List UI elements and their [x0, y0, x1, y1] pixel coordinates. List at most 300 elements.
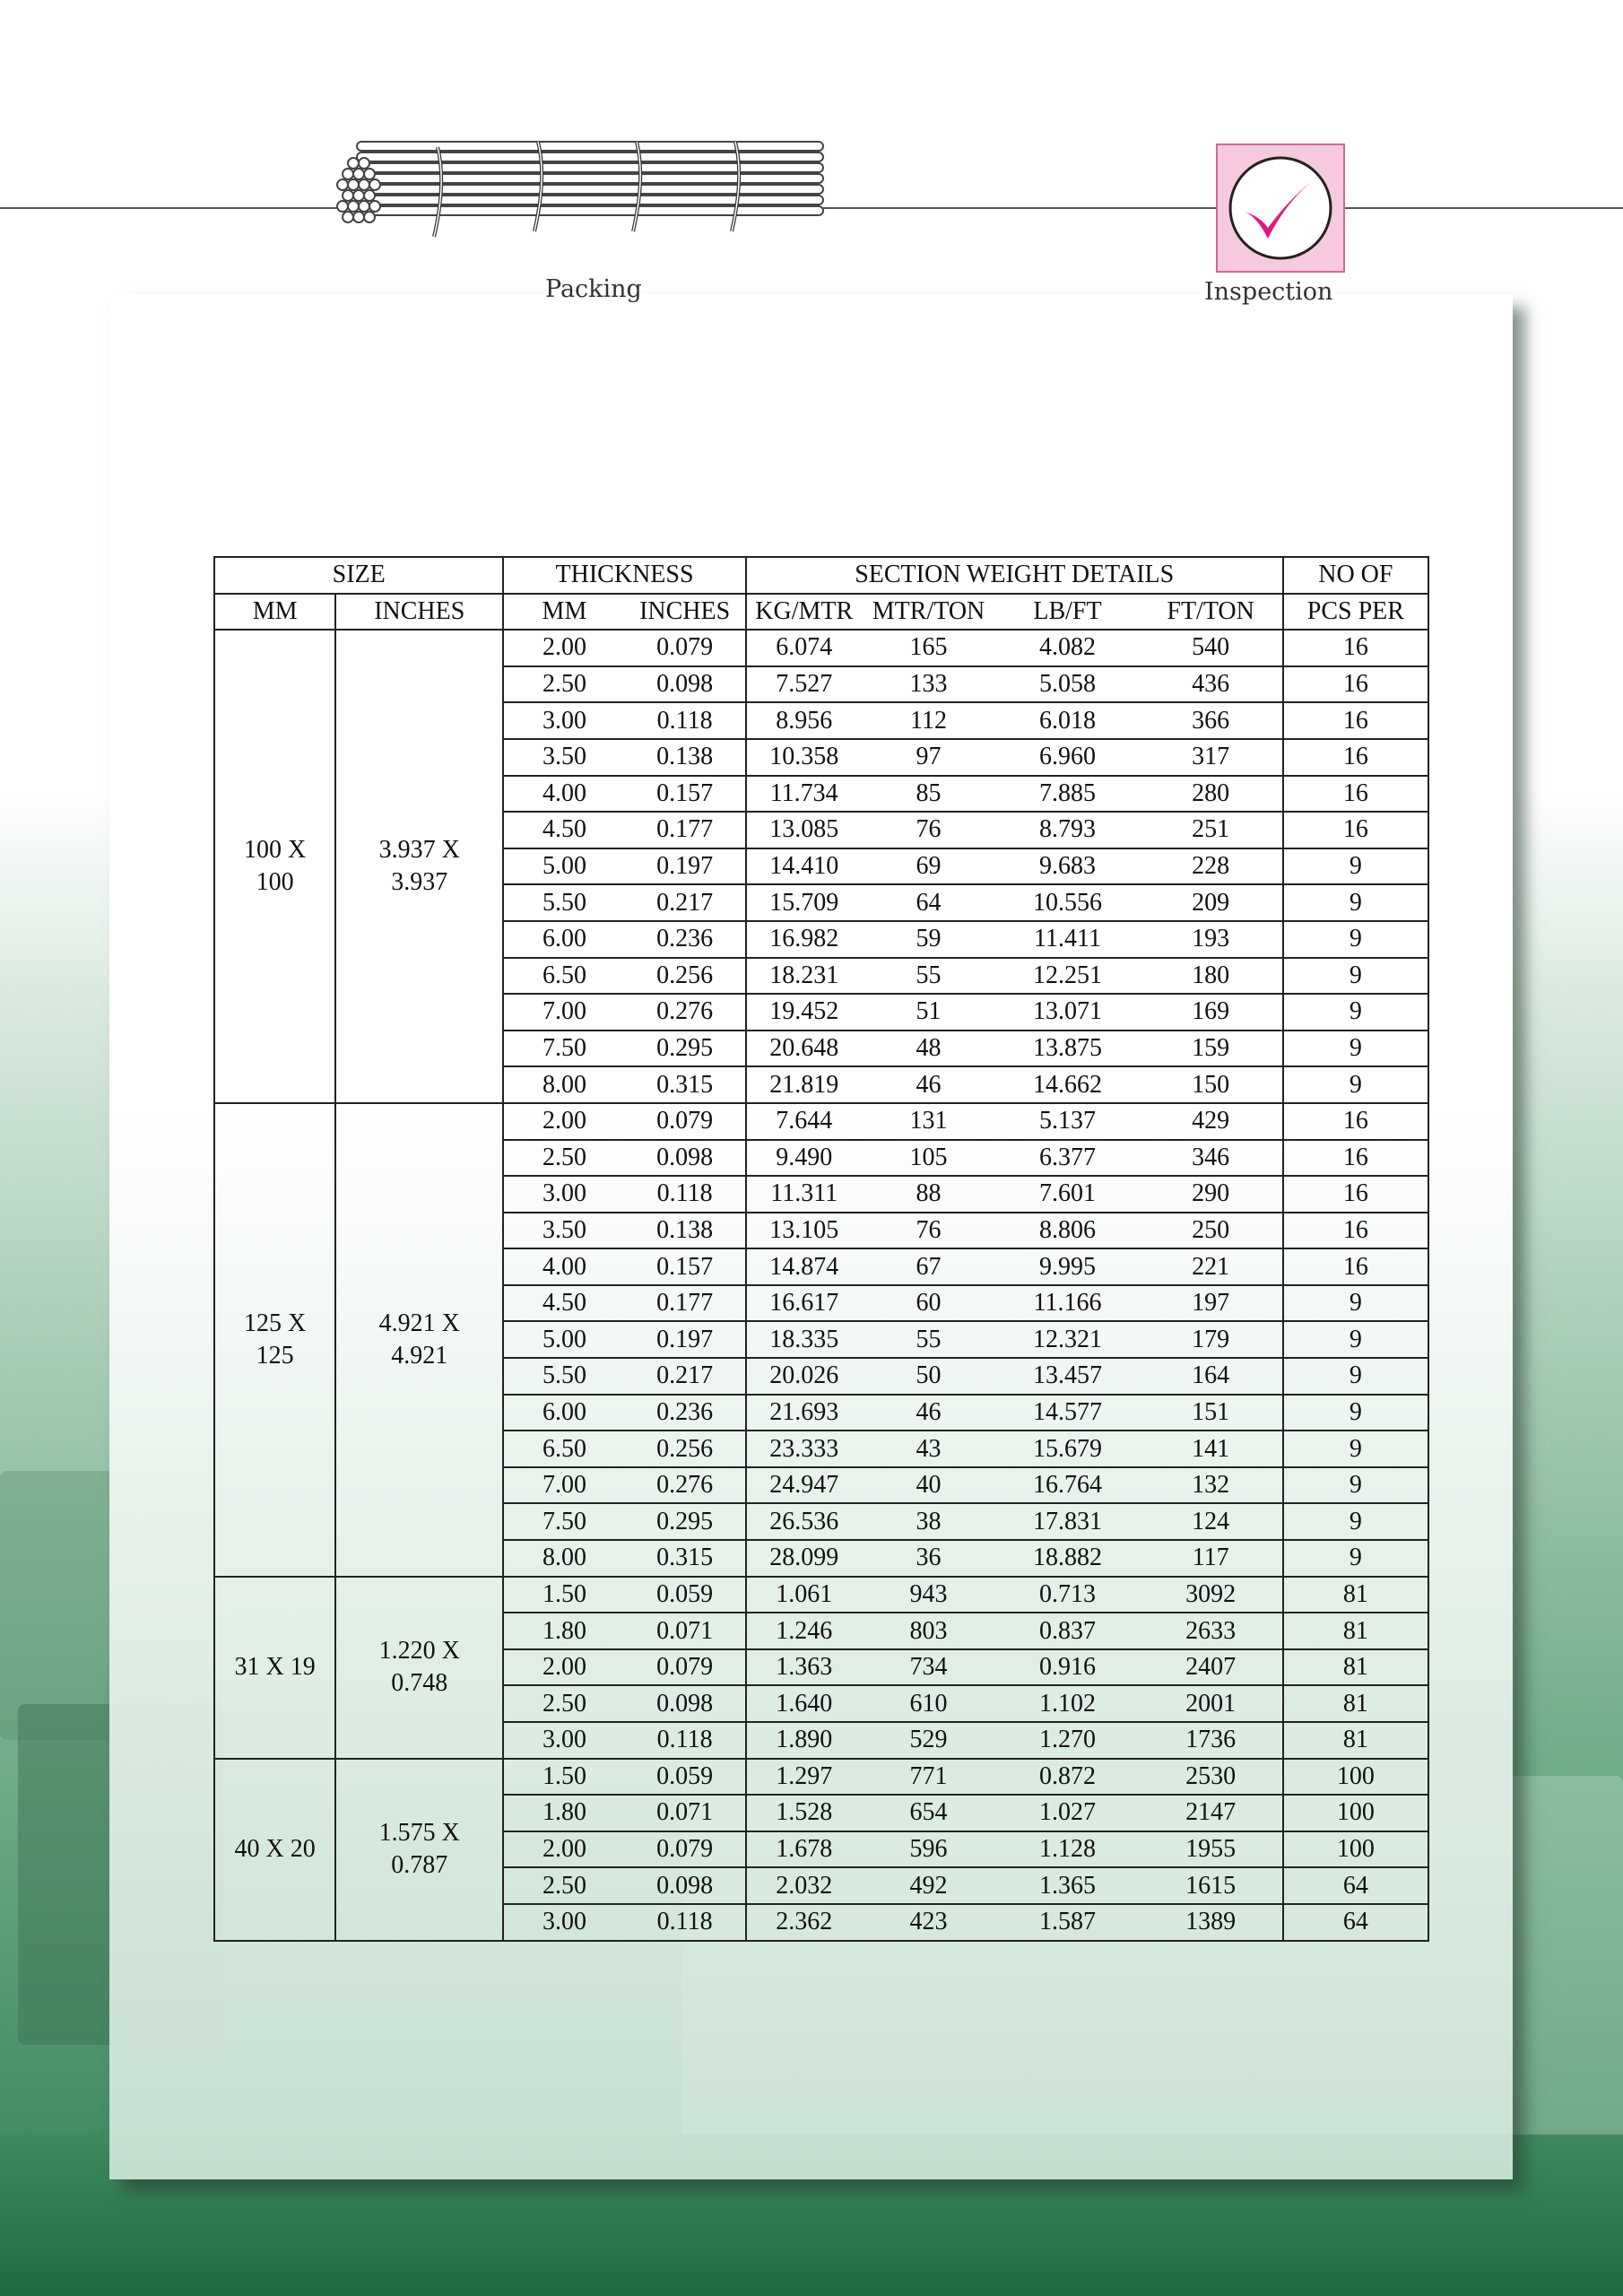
table-row: [214, 630, 1428, 666]
pcs-per-cell: 81: [1283, 1685, 1428, 1722]
thickness-inches-cell: 0.118: [625, 1722, 746, 1759]
pcs-per-cell: 16: [1283, 1140, 1428, 1177]
lb-ft-cell: 7.885: [995, 776, 1139, 813]
lb-ft-cell: 1.270: [995, 1722, 1139, 1759]
thickness-mm-cell: 4.00: [503, 1248, 624, 1285]
thickness-mm-cell: 6.50: [503, 1431, 624, 1467]
thickness-inches-cell: 0.177: [625, 1285, 746, 1322]
size-line: 4.921: [391, 1341, 448, 1370]
thickness-mm-cell: 8.00: [503, 1540, 624, 1577]
ft-ton-cell: 429: [1140, 1103, 1283, 1140]
thickness-mm-cell: 2.00: [503, 630, 624, 666]
lb-ft-cell: 8.806: [995, 1213, 1139, 1249]
ft-ton-cell: 209: [1140, 884, 1283, 921]
ft-ton-cell: 1955: [1140, 1831, 1283, 1868]
pcs-per-cell: 9: [1283, 994, 1428, 1031]
lb-ft-cell: 0.916: [995, 1649, 1139, 1686]
thickness-mm-cell: 1.80: [503, 1613, 624, 1649]
ft-ton-cell: 151: [1140, 1395, 1283, 1431]
lb-ft-cell: 6.960: [995, 739, 1139, 776]
ft-ton-cell: 1389: [1140, 1904, 1283, 1941]
pcs-per-cell: 9: [1283, 884, 1428, 921]
spec-table-body: [214, 630, 1428, 1940]
thickness-inches-cell: 0.315: [625, 1540, 746, 1577]
ft-ton-cell: 3092: [1140, 1577, 1283, 1613]
kg-mtr-cell: 1.678: [746, 1831, 862, 1868]
col-header-ft-ton: FT/TON: [1140, 594, 1283, 631]
kg-mtr-cell: 19.452: [746, 994, 862, 1031]
header-line-right: [1343, 207, 1623, 209]
inspection-caption: Inspection: [1204, 278, 1333, 306]
mtr-ton-cell: 97: [862, 739, 996, 776]
kg-mtr-cell: 20.026: [746, 1358, 862, 1395]
pcs-per-cell: 9: [1283, 1431, 1428, 1467]
ft-ton-cell: 317: [1140, 739, 1283, 776]
pcs-per-cell: 9: [1283, 848, 1428, 885]
thickness-mm-cell: 3.50: [503, 1213, 624, 1249]
table-group-header-row: [214, 557, 1428, 594]
size-mm-cell: [214, 630, 335, 1103]
mtr-ton-cell: 59: [862, 921, 996, 958]
ft-ton-cell: 1736: [1140, 1722, 1283, 1759]
pcs-per-cell: 16: [1283, 739, 1428, 776]
lb-ft-cell: 17.831: [995, 1503, 1139, 1540]
lb-ft-cell: 12.321: [995, 1321, 1139, 1358]
thickness-mm-cell: 5.50: [503, 1358, 624, 1395]
lb-ft-cell: 13.875: [995, 1031, 1139, 1067]
mtr-ton-cell: 55: [862, 1321, 996, 1358]
section-weight-group-header: SECTION WEIGHT DETAILS: [746, 557, 1283, 594]
pcs-per-cell: 100: [1283, 1831, 1428, 1868]
thickness-inches-cell: 0.118: [625, 1176, 746, 1213]
thickness-inches-cell: 0.059: [625, 1759, 746, 1796]
kg-mtr-cell: 14.410: [746, 848, 862, 885]
thickness-mm-cell: 3.50: [503, 739, 624, 776]
pcs-per-cell: 64: [1283, 1867, 1428, 1904]
ft-ton-cell: 540: [1140, 630, 1283, 666]
pcs-per-cell: 9: [1283, 1467, 1428, 1504]
thickness-inches-cell: 0.118: [625, 702, 746, 739]
size-mm-cell: [214, 1103, 335, 1577]
thickness-mm-cell: 1.50: [503, 1759, 624, 1796]
kg-mtr-cell: 14.874: [746, 1248, 862, 1285]
ft-ton-cell: 290: [1140, 1176, 1283, 1213]
pcs-per-cell: 9: [1283, 921, 1428, 958]
thickness-mm-cell: 2.00: [503, 1103, 624, 1140]
thickness-mm-cell: 7.00: [503, 994, 624, 1031]
ft-ton-cell: 164: [1140, 1358, 1283, 1395]
mtr-ton-cell: 85: [862, 776, 996, 813]
kg-mtr-cell: 16.982: [746, 921, 862, 958]
lb-ft-cell: 0.713: [995, 1577, 1139, 1613]
thickness-mm-cell: 2.50: [503, 1867, 624, 1904]
thickness-inches-cell: 0.157: [625, 1248, 746, 1285]
packing-caption: Packing: [545, 275, 642, 303]
kg-mtr-cell: 9.490: [746, 1140, 862, 1177]
size-inches-cell: [335, 630, 503, 1103]
mtr-ton-cell: 165: [862, 630, 996, 666]
thickness-mm-cell: 2.50: [503, 1685, 624, 1722]
ft-ton-cell: 280: [1140, 776, 1283, 813]
table-column-header-row: [214, 594, 1428, 631]
table-row: [214, 1103, 1428, 1140]
pcs-per-cell: 81: [1283, 1613, 1428, 1649]
col-header-pcs-per: PCS PER: [1283, 594, 1428, 631]
mtr-ton-cell: 423: [862, 1904, 996, 1941]
thickness-inches-cell: 0.295: [625, 1503, 746, 1540]
mtr-ton-cell: 40: [862, 1467, 996, 1504]
thickness-group-header: THICKNESS: [503, 557, 745, 594]
thickness-mm-cell: 6.50: [503, 958, 624, 995]
pcs-per-cell: 81: [1283, 1722, 1428, 1759]
mtr-ton-cell: 55: [862, 958, 996, 995]
thickness-mm-cell: 2.00: [503, 1831, 624, 1868]
kg-mtr-cell: 18.231: [746, 958, 862, 995]
pcs-per-cell: 81: [1283, 1649, 1428, 1686]
ft-ton-cell: 117: [1140, 1540, 1283, 1577]
mtr-ton-cell: 76: [862, 1213, 996, 1249]
size-line: 125 X: [243, 1309, 307, 1337]
col-header-kg-mtr: KG/MTR: [746, 594, 862, 631]
lb-ft-cell: 7.601: [995, 1176, 1139, 1213]
mtr-ton-cell: 76: [862, 812, 996, 848]
col-header-thickness-inches: INCHES: [625, 594, 746, 631]
thickness-inches-cell: 0.059: [625, 1577, 746, 1613]
pcs-per-cell: 9: [1283, 1395, 1428, 1431]
lb-ft-cell: 6.018: [995, 702, 1139, 739]
ft-ton-cell: 1615: [1140, 1867, 1283, 1904]
pcs-per-cell: 81: [1283, 1577, 1428, 1613]
mtr-ton-cell: 529: [862, 1722, 996, 1759]
pcs-per-cell: 9: [1283, 1066, 1428, 1103]
pcs-group-header: NO OF: [1283, 557, 1428, 594]
mtr-ton-cell: 943: [862, 1577, 996, 1613]
kg-mtr-cell: 1.246: [746, 1613, 862, 1649]
thickness-inches-cell: 0.118: [625, 1904, 746, 1941]
kg-mtr-cell: 16.617: [746, 1285, 862, 1322]
size-line: 1.575 X: [378, 1819, 460, 1848]
lb-ft-cell: 5.058: [995, 666, 1139, 703]
col-header-mtr-ton: MTR/TON: [862, 594, 996, 631]
thickness-mm-cell: 2.50: [503, 1140, 624, 1177]
thickness-inches-cell: 0.217: [625, 884, 746, 921]
pcs-per-cell: 16: [1283, 812, 1428, 848]
thickness-mm-cell: 5.00: [503, 848, 624, 885]
mtr-ton-cell: 67: [862, 1248, 996, 1285]
lb-ft-cell: 8.793: [995, 812, 1139, 848]
kg-mtr-cell: 28.099: [746, 1540, 862, 1577]
ft-ton-cell: 132: [1140, 1467, 1283, 1504]
thickness-mm-cell: 6.00: [503, 1395, 624, 1431]
pcs-per-cell: 9: [1283, 1540, 1428, 1577]
pcs-per-cell: 16: [1283, 630, 1428, 666]
mtr-ton-cell: 596: [862, 1831, 996, 1868]
table-row: [214, 1759, 1428, 1796]
thickness-mm-cell: 5.50: [503, 884, 624, 921]
header-line-middle: [823, 207, 1218, 209]
mtr-ton-cell: 131: [862, 1103, 996, 1140]
ft-ton-cell: 436: [1140, 666, 1283, 703]
size-group-header: SIZE: [214, 557, 503, 594]
lb-ft-cell: 0.837: [995, 1613, 1139, 1649]
col-header-size-inches: INCHES: [335, 594, 503, 631]
ft-ton-cell: 346: [1140, 1140, 1283, 1177]
thickness-mm-cell: 4.50: [503, 812, 624, 848]
inspection-badge: [1216, 144, 1345, 273]
size-line: 4.921 X: [378, 1309, 460, 1337]
lb-ft-cell: 6.377: [995, 1140, 1139, 1177]
mtr-ton-cell: 771: [862, 1759, 996, 1796]
size-line: 1.220 X: [378, 1637, 460, 1665]
kg-mtr-cell: 24.947: [746, 1467, 862, 1504]
size-line: 100 X: [243, 836, 307, 865]
ft-ton-cell: 169: [1140, 994, 1283, 1031]
thickness-inches-cell: 0.098: [625, 666, 746, 703]
mtr-ton-cell: 46: [862, 1395, 996, 1431]
kg-mtr-cell: 8.956: [746, 702, 862, 739]
mtr-ton-cell: 88: [862, 1176, 996, 1213]
kg-mtr-cell: 13.085: [746, 812, 862, 848]
thickness-mm-cell: 5.00: [503, 1321, 624, 1358]
mtr-ton-cell: 734: [862, 1649, 996, 1686]
mtr-ton-cell: 69: [862, 848, 996, 885]
ft-ton-cell: 180: [1140, 958, 1283, 995]
kg-mtr-cell: 1.640: [746, 1685, 862, 1722]
kg-mtr-cell: 20.648: [746, 1031, 862, 1067]
thickness-mm-cell: 2.50: [503, 666, 624, 703]
size-line: 31 X 19: [234, 1653, 316, 1682]
ft-ton-cell: 2407: [1140, 1649, 1283, 1686]
thickness-mm-cell: 7.50: [503, 1503, 624, 1540]
thickness-inches-cell: 0.157: [625, 776, 746, 813]
mtr-ton-cell: 38: [862, 1503, 996, 1540]
thickness-inches-cell: 0.177: [625, 812, 746, 848]
mtr-ton-cell: 48: [862, 1031, 996, 1067]
mtr-ton-cell: 112: [862, 702, 996, 739]
lb-ft-cell: 1.027: [995, 1795, 1139, 1831]
pcs-per-cell: 100: [1283, 1795, 1428, 1831]
mtr-ton-cell: 803: [862, 1613, 996, 1649]
ft-ton-cell: 221: [1140, 1248, 1283, 1285]
pcs-per-cell: 16: [1283, 1103, 1428, 1140]
ft-ton-cell: 2633: [1140, 1613, 1283, 1649]
size-line: 0.787: [391, 1851, 448, 1880]
thickness-mm-cell: 8.00: [503, 1066, 624, 1103]
thickness-inches-cell: 0.236: [625, 1395, 746, 1431]
kg-mtr-cell: 2.362: [746, 1904, 862, 1941]
mtr-ton-cell: 64: [862, 884, 996, 921]
lb-ft-cell: 16.764: [995, 1467, 1139, 1504]
kg-mtr-cell: 1.363: [746, 1649, 862, 1686]
col-header-lb-ft: LB/FT: [995, 594, 1139, 631]
thickness-inches-cell: 0.079: [625, 630, 746, 666]
lb-ft-cell: 13.457: [995, 1358, 1139, 1395]
thickness-inches-cell: 0.295: [625, 1031, 746, 1067]
kg-mtr-cell: 21.693: [746, 1395, 862, 1431]
kg-mtr-cell: 18.335: [746, 1321, 862, 1358]
pcs-per-cell: 9: [1283, 1503, 1428, 1540]
pipe-bundle-icon: [330, 135, 832, 242]
mtr-ton-cell: 60: [862, 1285, 996, 1322]
pcs-per-cell: 16: [1283, 776, 1428, 813]
lb-ft-cell: 14.662: [995, 1066, 1139, 1103]
size-inches-cell: [335, 1103, 503, 1577]
lb-ft-cell: 11.166: [995, 1285, 1139, 1322]
thickness-inches-cell: 0.098: [625, 1685, 746, 1722]
pcs-per-cell: 16: [1283, 1213, 1428, 1249]
ft-ton-cell: 159: [1140, 1031, 1283, 1067]
mtr-ton-cell: 50: [862, 1358, 996, 1395]
size-line: 3.937 X: [378, 836, 460, 865]
ft-ton-cell: 2001: [1140, 1685, 1283, 1722]
size-line: 0.748: [391, 1669, 448, 1698]
mtr-ton-cell: 51: [862, 994, 996, 1031]
size-inches-cell: [335, 1759, 503, 1941]
pcs-per-cell: 9: [1283, 1285, 1428, 1322]
kg-mtr-cell: 2.032: [746, 1867, 862, 1904]
lb-ft-cell: 11.411: [995, 921, 1139, 958]
col-header-size-mm: MM: [214, 594, 335, 631]
pcs-per-cell: 64: [1283, 1904, 1428, 1941]
mtr-ton-cell: 43: [862, 1431, 996, 1467]
thickness-inches-cell: 0.079: [625, 1649, 746, 1686]
size-mm-cell: [214, 1759, 335, 1941]
thickness-inches-cell: 0.315: [625, 1066, 746, 1103]
pcs-per-cell: 9: [1283, 958, 1428, 995]
thickness-mm-cell: 4.50: [503, 1285, 624, 1322]
lb-ft-cell: 0.872: [995, 1759, 1139, 1796]
ft-ton-cell: 228: [1140, 848, 1283, 885]
pcs-per-cell: 16: [1283, 1176, 1428, 1213]
kg-mtr-cell: 21.819: [746, 1066, 862, 1103]
header-line-left: [0, 207, 339, 209]
lb-ft-cell: 9.995: [995, 1248, 1139, 1285]
size-inches-cell: [335, 1577, 503, 1759]
thickness-mm-cell: 2.00: [503, 1649, 624, 1686]
thickness-mm-cell: 7.50: [503, 1031, 624, 1067]
thickness-inches-cell: 0.256: [625, 1431, 746, 1467]
thickness-mm-cell: 1.50: [503, 1577, 624, 1613]
kg-mtr-cell: 6.074: [746, 630, 862, 666]
ft-ton-cell: 124: [1140, 1503, 1283, 1540]
thickness-inches-cell: 0.098: [625, 1140, 746, 1177]
kg-mtr-cell: 23.333: [746, 1431, 862, 1467]
thickness-inches-cell: 0.217: [625, 1358, 746, 1395]
lb-ft-cell: 1.365: [995, 1867, 1139, 1904]
lb-ft-cell: 4.082: [995, 630, 1139, 666]
size-mm-cell: [214, 1577, 335, 1759]
lb-ft-cell: 15.679: [995, 1431, 1139, 1467]
thickness-mm-cell: 3.00: [503, 1904, 624, 1941]
spec-table: [213, 556, 1429, 1942]
thickness-inches-cell: 0.079: [625, 1831, 746, 1868]
mtr-ton-cell: 133: [862, 666, 996, 703]
thickness-inches-cell: 0.276: [625, 1467, 746, 1504]
mtr-ton-cell: 654: [862, 1795, 996, 1831]
kg-mtr-cell: 13.105: [746, 1213, 862, 1249]
ft-ton-cell: 250: [1140, 1213, 1283, 1249]
kg-mtr-cell: 1.528: [746, 1795, 862, 1831]
mtr-ton-cell: 492: [862, 1867, 996, 1904]
ft-ton-cell: 2147: [1140, 1795, 1283, 1831]
thickness-inches-cell: 0.138: [625, 739, 746, 776]
size-line: 100: [256, 868, 294, 897]
thickness-inches-cell: 0.079: [625, 1103, 746, 1140]
lb-ft-cell: 5.137: [995, 1103, 1139, 1140]
lb-ft-cell: 1.128: [995, 1831, 1139, 1868]
kg-mtr-cell: 7.527: [746, 666, 862, 703]
checkmark-icon: [1218, 145, 1343, 271]
mtr-ton-cell: 46: [862, 1066, 996, 1103]
lb-ft-cell: 18.882: [995, 1540, 1139, 1577]
kg-mtr-cell: 15.709: [746, 884, 862, 921]
lb-ft-cell: 12.251: [995, 958, 1139, 995]
size-line: 3.937: [391, 868, 448, 897]
thickness-inches-cell: 0.276: [625, 994, 746, 1031]
ft-ton-cell: 179: [1140, 1321, 1283, 1358]
ft-ton-cell: 193: [1140, 921, 1283, 958]
thickness-mm-cell: 3.00: [503, 702, 624, 739]
lb-ft-cell: 13.071: [995, 994, 1139, 1031]
table-row: [214, 1577, 1428, 1613]
thickness-mm-cell: 3.00: [503, 1722, 624, 1759]
pcs-per-cell: 9: [1283, 1031, 1428, 1067]
ft-ton-cell: 2530: [1140, 1759, 1283, 1796]
thickness-inches-cell: 0.197: [625, 1321, 746, 1358]
pcs-per-cell: 16: [1283, 666, 1428, 703]
kg-mtr-cell: 7.644: [746, 1103, 862, 1140]
ft-ton-cell: 197: [1140, 1285, 1283, 1322]
pcs-per-cell: 100: [1283, 1759, 1428, 1796]
mtr-ton-cell: 105: [862, 1140, 996, 1177]
ft-ton-cell: 141: [1140, 1431, 1283, 1467]
thickness-inches-cell: 0.071: [625, 1795, 746, 1831]
ft-ton-cell: 251: [1140, 812, 1283, 848]
ft-ton-cell: 366: [1140, 702, 1283, 739]
thickness-inches-cell: 0.197: [625, 848, 746, 885]
thickness-inches-cell: 0.071: [625, 1613, 746, 1649]
lb-ft-cell: 14.577: [995, 1395, 1139, 1431]
kg-mtr-cell: 10.358: [746, 739, 862, 776]
pcs-per-cell: 16: [1283, 1248, 1428, 1285]
kg-mtr-cell: 1.890: [746, 1722, 862, 1759]
kg-mtr-cell: 11.734: [746, 776, 862, 813]
thickness-inches-cell: 0.256: [625, 958, 746, 995]
ft-ton-cell: 150: [1140, 1066, 1283, 1103]
col-header-thickness-mm: MM: [503, 594, 624, 631]
pcs-per-cell: 9: [1283, 1321, 1428, 1358]
thickness-mm-cell: 7.00: [503, 1467, 624, 1504]
pcs-per-cell: 16: [1283, 702, 1428, 739]
kg-mtr-cell: 26.536: [746, 1503, 862, 1540]
thickness-mm-cell: 1.80: [503, 1795, 624, 1831]
kg-mtr-cell: 1.297: [746, 1759, 862, 1796]
thickness-inches-cell: 0.098: [625, 1867, 746, 1904]
lb-ft-cell: 9.683: [995, 848, 1139, 885]
thickness-mm-cell: 4.00: [503, 776, 624, 813]
pcs-per-cell: 9: [1283, 1358, 1428, 1395]
lb-ft-cell: 1.587: [995, 1904, 1139, 1941]
thickness-inches-cell: 0.236: [625, 921, 746, 958]
size-line: 40 X 20: [234, 1835, 316, 1864]
mtr-ton-cell: 610: [862, 1685, 996, 1722]
thickness-mm-cell: 6.00: [503, 921, 624, 958]
thickness-mm-cell: 3.00: [503, 1176, 624, 1213]
lb-ft-cell: 10.556: [995, 884, 1139, 921]
lb-ft-cell: 1.102: [995, 1685, 1139, 1722]
kg-mtr-cell: 11.311: [746, 1176, 862, 1213]
thickness-inches-cell: 0.138: [625, 1213, 746, 1249]
